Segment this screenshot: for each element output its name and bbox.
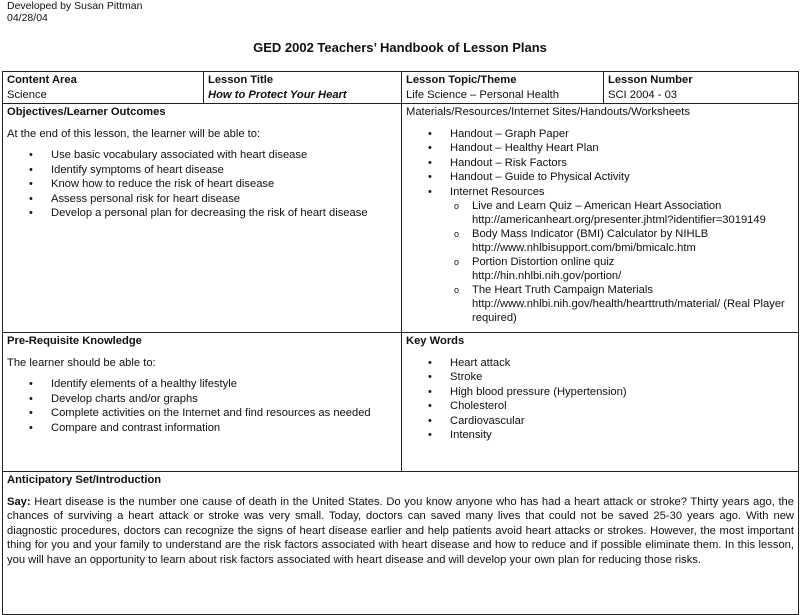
resource-url[interactable]: http://americanheart.org/presenter.jhtml?identifier=3019149 <box>472 214 766 226</box>
anticipatory-row <box>3 472 799 615</box>
list-item: • Handout – Healthy Heart Plan <box>406 141 794 156</box>
document-header <box>7 0 142 24</box>
list-item: • Handout – Graph Paper <box>406 127 794 142</box>
resource-name: o Body Mass Indicator (BMI) Calculator by NIHLB <box>472 228 709 240</box>
list-item: • Compare and contrast information <box>7 421 397 436</box>
prereq-list <box>7 377 397 435</box>
date: 04/28/04 <box>7 12 48 24</box>
lesson-topic-value: Life Science – Personal Health <box>406 88 559 101</box>
resource-name: o Portion Distortion online quiz <box>472 256 615 268</box>
developer-credit: Developed by Susan Pittman <box>7 0 143 12</box>
list-item: • Develop charts and/or graphs <box>7 392 397 407</box>
prereq-heading: Pre-Requisite Knowledge <box>7 335 142 347</box>
resource-name: o The Heart Truth Campaign Materials <box>472 284 653 296</box>
materials-heading: Materials/Resources/Internet Sites/Handouts/Worksheets <box>406 106 690 118</box>
list-item: • Stroke <box>406 370 794 385</box>
list-item: • Handout – Guide to Physical Activity <box>406 170 794 185</box>
content-area-label: Content Area <box>7 74 77 86</box>
list-item: • High blood pressure (Hypertension) <box>406 385 794 400</box>
content-area-value: Science <box>7 88 47 101</box>
lesson-title-value: How to Protect Your Heart <box>208 88 347 101</box>
resource-item <box>450 255 794 283</box>
objectives-materials-row <box>3 104 799 333</box>
resource-item <box>450 227 794 255</box>
content-area-cell <box>3 72 204 104</box>
resource-name: o Live and Learn Quiz – American Heart Association <box>472 200 722 212</box>
keywords-cell <box>402 333 799 472</box>
resource-url[interactable]: http://www.nhlbisupport.com/bmi/bmicalc.htm <box>472 242 696 254</box>
list-item: • Know how to reduce the risk of heart disease <box>7 177 397 192</box>
resource-url[interactable]: http://hin.nhlbi.nih.gov/portion/ <box>472 270 622 282</box>
lesson-topic-cell <box>402 72 604 104</box>
list-item: • Cardiovascular <box>406 414 794 429</box>
lesson-number-cell <box>604 72 799 104</box>
lesson-number-value: SCI 2004 - 03 <box>608 88 678 101</box>
list-item: • Use basic vocabulary associated with heart disease <box>7 148 397 163</box>
objectives-intro: At the end of this lesson, the learner will be able to: <box>7 127 261 140</box>
anticipatory-text: Heart disease is the number one cause of death in the United States. Do you know anyone who has had a heart attack or stroke? Thirty years ago, the chances of surviving a heart attack or stroke was very small. Today, doctors can saved many lives that could not be saved 25-30 years ago. With new diagnostic procedures, doctors can recognize the signs of heart disease earlier and help patients avoid heart attacks or strokes. However, the most important thing for you and your family to understand are the risk factors associated with heart disease and how to reduce and if possible eliminate them. In this lesson, you will have an opportunity to learn about risk factors associated with heart disease and will develop your own plan for reducing those risks. <box>7 495 794 566</box>
prereq-keywords-row <box>3 333 799 472</box>
resource-item <box>450 283 794 325</box>
prereq-intro: The learner should be able to: <box>7 356 156 369</box>
keywords-heading: Key Words <box>406 335 465 347</box>
list-item: • Intensity <box>406 428 794 443</box>
materials-cell <box>402 104 799 333</box>
list-item: • Handout – Risk Factors <box>406 156 794 171</box>
internet-resources-label: Internet Resources <box>450 185 545 198</box>
objectives-heading: Objectives/Learner Outcomes <box>7 106 166 118</box>
list-item: • Heart attack <box>406 356 794 371</box>
anticipatory-cell <box>3 472 799 615</box>
objectives-cell <box>3 104 402 333</box>
resource-url[interactable]: http://www.nhlbi.nih.gov/health/hearttruth/material/ (Real Player required) <box>472 298 785 324</box>
lesson-title-cell <box>204 72 402 104</box>
keywords-list <box>406 356 794 443</box>
list-item: • Complete activities on the Internet and find resources as needed <box>7 406 397 421</box>
anticipatory-text-block <box>7 495 794 568</box>
internet-resources-list <box>450 199 794 325</box>
say-label: Say: <box>7 495 31 508</box>
materials-list <box>406 127 794 326</box>
prereq-cell <box>3 333 402 472</box>
list-item: • Identify elements of a healthy lifestyle <box>7 377 397 392</box>
page-title: GED 2002 Teachers’ Handbook of Lesson Plans <box>253 40 547 55</box>
lesson-topic-label: Lesson Topic/Theme <box>406 74 517 86</box>
anticipatory-heading: Anticipatory Set/Introduction <box>7 474 162 486</box>
resource-item <box>450 199 794 227</box>
list-item: • Develop a personal plan for decreasing the risk of heart disease <box>7 206 397 221</box>
list-item <box>406 185 794 326</box>
list-item: • Identify symptoms of heart disease <box>7 163 397 178</box>
objectives-list <box>7 148 397 221</box>
list-item: • Assess personal risk for heart disease <box>7 192 397 207</box>
list-item: • Cholesterol <box>406 399 794 414</box>
lesson-plan-table <box>2 71 799 615</box>
lesson-title-label: Lesson Title <box>208 74 274 86</box>
lesson-info-row <box>3 72 799 104</box>
lesson-number-label: Lesson Number <box>608 74 693 86</box>
